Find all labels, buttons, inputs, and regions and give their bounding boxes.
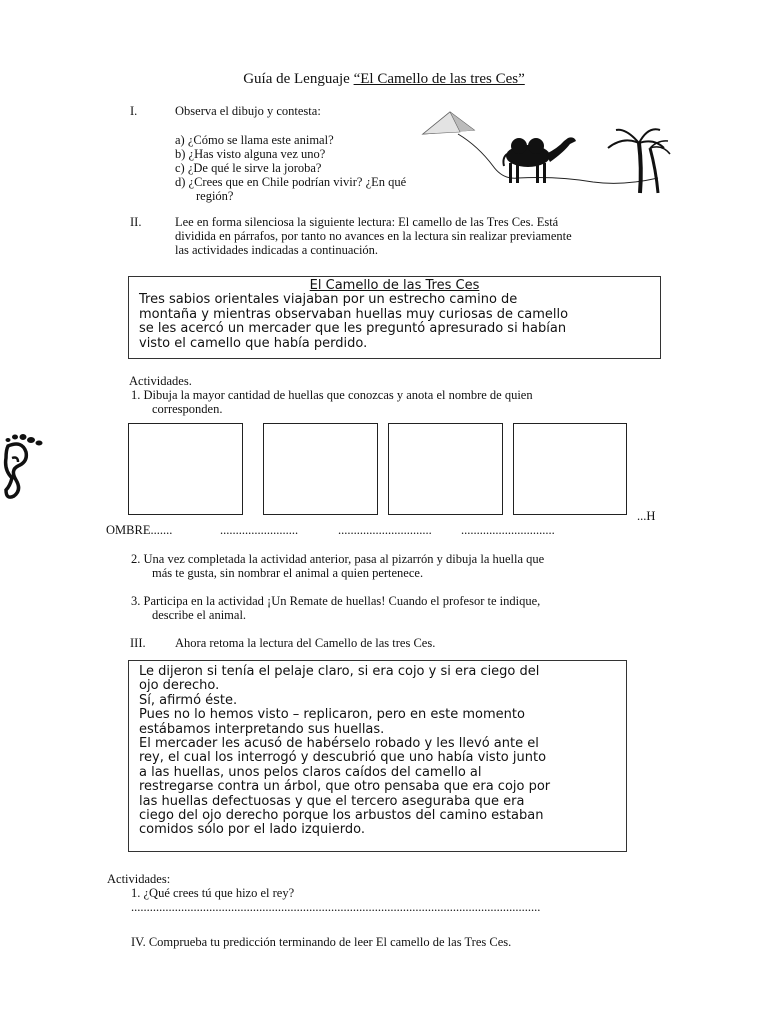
section2-numeral: II. [130, 215, 142, 229]
question-c: c) ¿De qué le sirve la joroba? [175, 161, 322, 175]
section1-instruction: Observa el dibujo y contesta: [175, 104, 321, 118]
story-line: Pues no lo hemos visto – replicaron, pero en este momento [139, 707, 525, 723]
story-line: montaña y mientras observaban huellas muy curiosas de camello [139, 306, 569, 322]
pyramid-icon [423, 112, 474, 134]
activity-3-line-2: describe el animal. [152, 608, 247, 622]
camel-icon [503, 137, 576, 183]
drawing-frame-2[interactable] [263, 423, 378, 515]
story-line: rey, el cual los interrogó y descubrió que uno había visto junto [139, 750, 547, 766]
story-line: restregarse contra un árbol, que otro pensaba que era cojo por [139, 779, 551, 795]
section3-text: Ahora retoma la lectura del Camello de las tres Ces. [175, 636, 436, 650]
story-line: estábamos interpretando sus huellas. [139, 721, 385, 737]
story-line: se les acercó un mercader que les preguntó apresurado si habían [139, 321, 567, 336]
story-box-1 [128, 276, 661, 359]
activities-heading: Actividades. [129, 374, 192, 388]
story-line: ciego del ojo derecho porque los arbustos del camino estaban [139, 808, 544, 824]
story-line: El mercader les acusó de habérselo robado y les llevó ante el [139, 736, 539, 752]
section2-line-1: Lee en forma silenciosa la siguiente lectura: El camello de las Tres Ces. Está [175, 215, 559, 229]
activity-3-line-1: 3. Participa en la actividad ¡Un Remate de huellas! Cuando el profesor te indique, [131, 594, 541, 608]
title-prefix: Guía de Lenguaje [243, 71, 354, 87]
drawing-frame-3[interactable] [388, 423, 503, 515]
name-dots-1: ......................... [220, 523, 299, 537]
activity-2-line-2: más te gusta, sin nombrar el animal a quien pertenece. [152, 566, 424, 580]
question-d-cont: región? [196, 189, 234, 203]
story-line: ojo derecho. [139, 678, 220, 694]
story-line: visto el camello que había perdido. [139, 335, 368, 351]
story-box-2 [128, 660, 627, 852]
story-title: El Camello de las Tres Ces [309, 278, 480, 293]
story-line: Le dijeron si tenía el pelaje claro, si era cojo y si era ciego del [139, 664, 540, 679]
story-line: a las huellas, unos pelos claros caídos del camello al [139, 764, 482, 780]
activity-king-question: 1. ¿Qué crees tú que hizo el rey? [131, 886, 295, 900]
name-right-fragment: ...H [637, 509, 656, 523]
footprint-icon [0, 432, 46, 500]
story-line: Tres sabios orientales viajaban por un estrecho camino de [139, 292, 518, 307]
question-d: d) ¿Crees que en Chile podrían vivir? ¿En qué [175, 175, 407, 189]
activity-1-line-1: 1. Dibuja la mayor cantidad de huellas que conozcas y anota el nombre de quien [131, 388, 533, 402]
name-label: OMBRE....... [106, 523, 173, 537]
section1-numeral: I. [130, 104, 138, 118]
story-line: comidos sólo por el lado izquierdo. [139, 822, 366, 838]
page-title [0, 71, 768, 88]
section2-line-3: las actividades indicadas a continuación. [175, 243, 379, 257]
section3-numeral: III. [130, 636, 146, 650]
camel-desert-illustration [418, 108, 678, 198]
name-dots-2: .............................. [338, 523, 432, 537]
title-quoted: “El Camello de las tres Ces” [353, 71, 525, 87]
section4-text: IV. Comprueba tu predicción terminando de leer El camello de las Tres Ces. [131, 935, 512, 949]
question-b: b) ¿Has visto alguna vez uno? [175, 147, 326, 161]
activities-2-heading: Actividades: [107, 872, 171, 886]
name-dots-3: .............................. [461, 523, 555, 537]
section2-line-2: dividida en párrafos, por tanto no avances en la lectura sin realizar previamente [175, 229, 572, 243]
question-a: a) ¿Cómo se llama este animal? [175, 133, 334, 147]
drawing-frame-1[interactable] [128, 423, 243, 515]
drawing-frame-4[interactable] [513, 423, 627, 515]
story-line: Sí, afirmó éste. [139, 692, 238, 708]
activity-2-line-1: 2. Una vez completada la actividad anterior, pasa al pizarrón y dibuja la huella que [131, 552, 545, 566]
answer-dotted-line[interactable]: ................................................................................................................................... [131, 900, 541, 914]
activity-1-line-2: corresponden. [152, 402, 223, 416]
story-line: las huellas defectuosas y que el tercero aseguraba que era [139, 793, 525, 809]
